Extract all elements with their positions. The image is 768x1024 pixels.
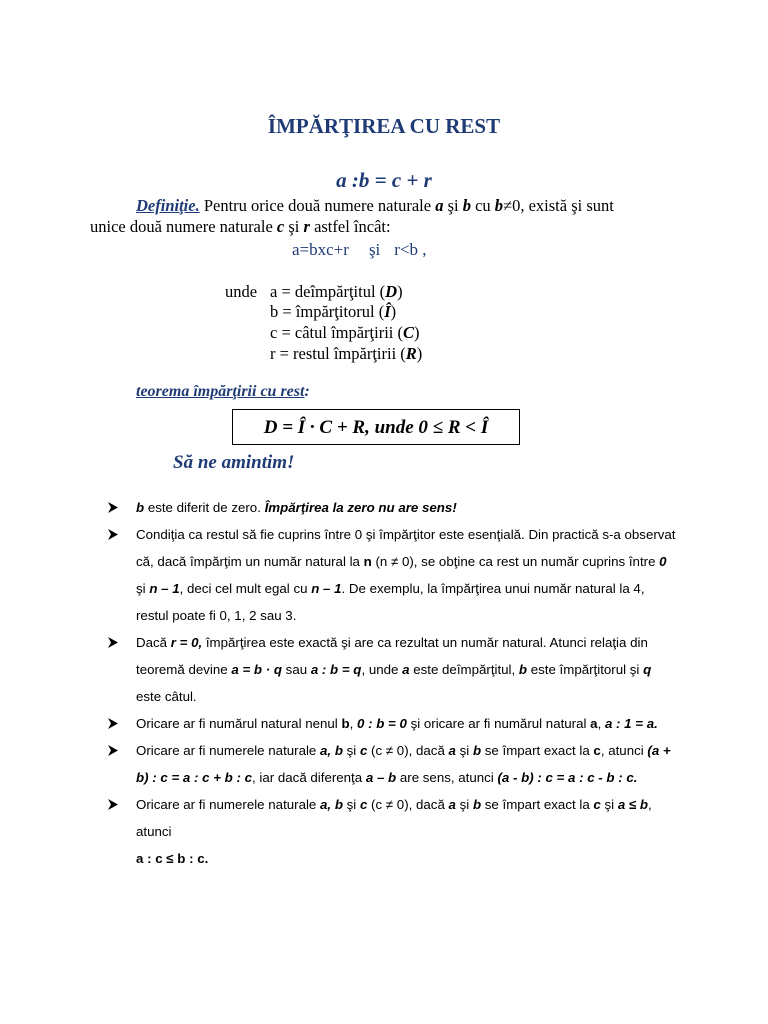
main-formula: a :b = c + r (336, 168, 432, 192)
definition-relation: a=bxc+r şi r<b , (292, 240, 427, 259)
definition-line-2: unice două numere naturale c şi r astfel încât: (90, 217, 391, 236)
terms-intro: unde (225, 282, 258, 301)
remember-heading: Să ne amintim! (173, 452, 295, 473)
term-item: c = câtul împărţirii (C) (270, 323, 420, 342)
term-item: a = deîmpărţitul (D) (270, 282, 403, 301)
term-item: r = restul împărţirii (R) (270, 344, 423, 363)
list-item: Oricare ar fi numărul natural nenul b, 0 : b = 0 şi oricare ar fi numărul natural a, a : 1 = a. (108, 710, 678, 737)
definition-line-1: Definiţie. Pentru orice două numere naturale a şi b cu b≠0, există şi sunt (136, 196, 614, 215)
arrow-bullet-icon (108, 629, 118, 656)
arrow-bullet-icon (108, 521, 118, 548)
arrow-bullet-icon (108, 791, 118, 818)
arrow-bullet-icon (108, 737, 118, 764)
page-title: ÎMPĂRŢIREA CU REST (267, 114, 501, 138)
list-item: Condiţia ca restul să fie cuprins între 0 şi împărţitor este esenţială. Din practică s-a observat că, dacă împărţim un număr natural la n (n ≠ 0), se obţine ca rest un număr cuprins între 0 şi n – 1, deci cel mult egal cu n – 1. De exemplu, la împărţirea unui număr natural la 4, restul poate fi 0, 1, 2 sau 3. (108, 521, 678, 629)
arrow-bullet-icon (108, 494, 118, 521)
theorem-label: teorema împărţirii cu rest: (136, 383, 310, 400)
theorem-box: D = Î · C + R, unde 0 ≤ R < Î (232, 409, 520, 445)
list-item: b este diferit de zero. Împărţirea la zero nu are sens! (108, 494, 678, 521)
list-item: Dacă r = 0, împărţirea este exactă şi are ca rezultat un număr natural. Atunci relaţia din teoremă devine a = b · q sau a : b = q, unde a este deîmpărţitul, b este împărţitorul şi q este câtul. (108, 629, 678, 710)
term-item: b = împărţitorul (Î) (270, 302, 397, 321)
arrow-bullet-icon (108, 710, 118, 737)
definition-label: Definiţie. (136, 196, 200, 215)
notes-list (108, 494, 678, 872)
list-item: Oricare ar fi numerele naturale a, b şi c (c ≠ 0), dacă a şi b se împart exact la c, atunci (a + b) : c = a : c + b : c, iar dacă diferenţa a – b are sens, atunci (a - b) : c = a : c - b : c. (108, 737, 678, 791)
list-item: Oricare ar fi numerele naturale a, b şi c (c ≠ 0), dacă a şi b se împart exact la c şi a ≤ b, atunci a : c ≤ b : c. (108, 791, 678, 872)
